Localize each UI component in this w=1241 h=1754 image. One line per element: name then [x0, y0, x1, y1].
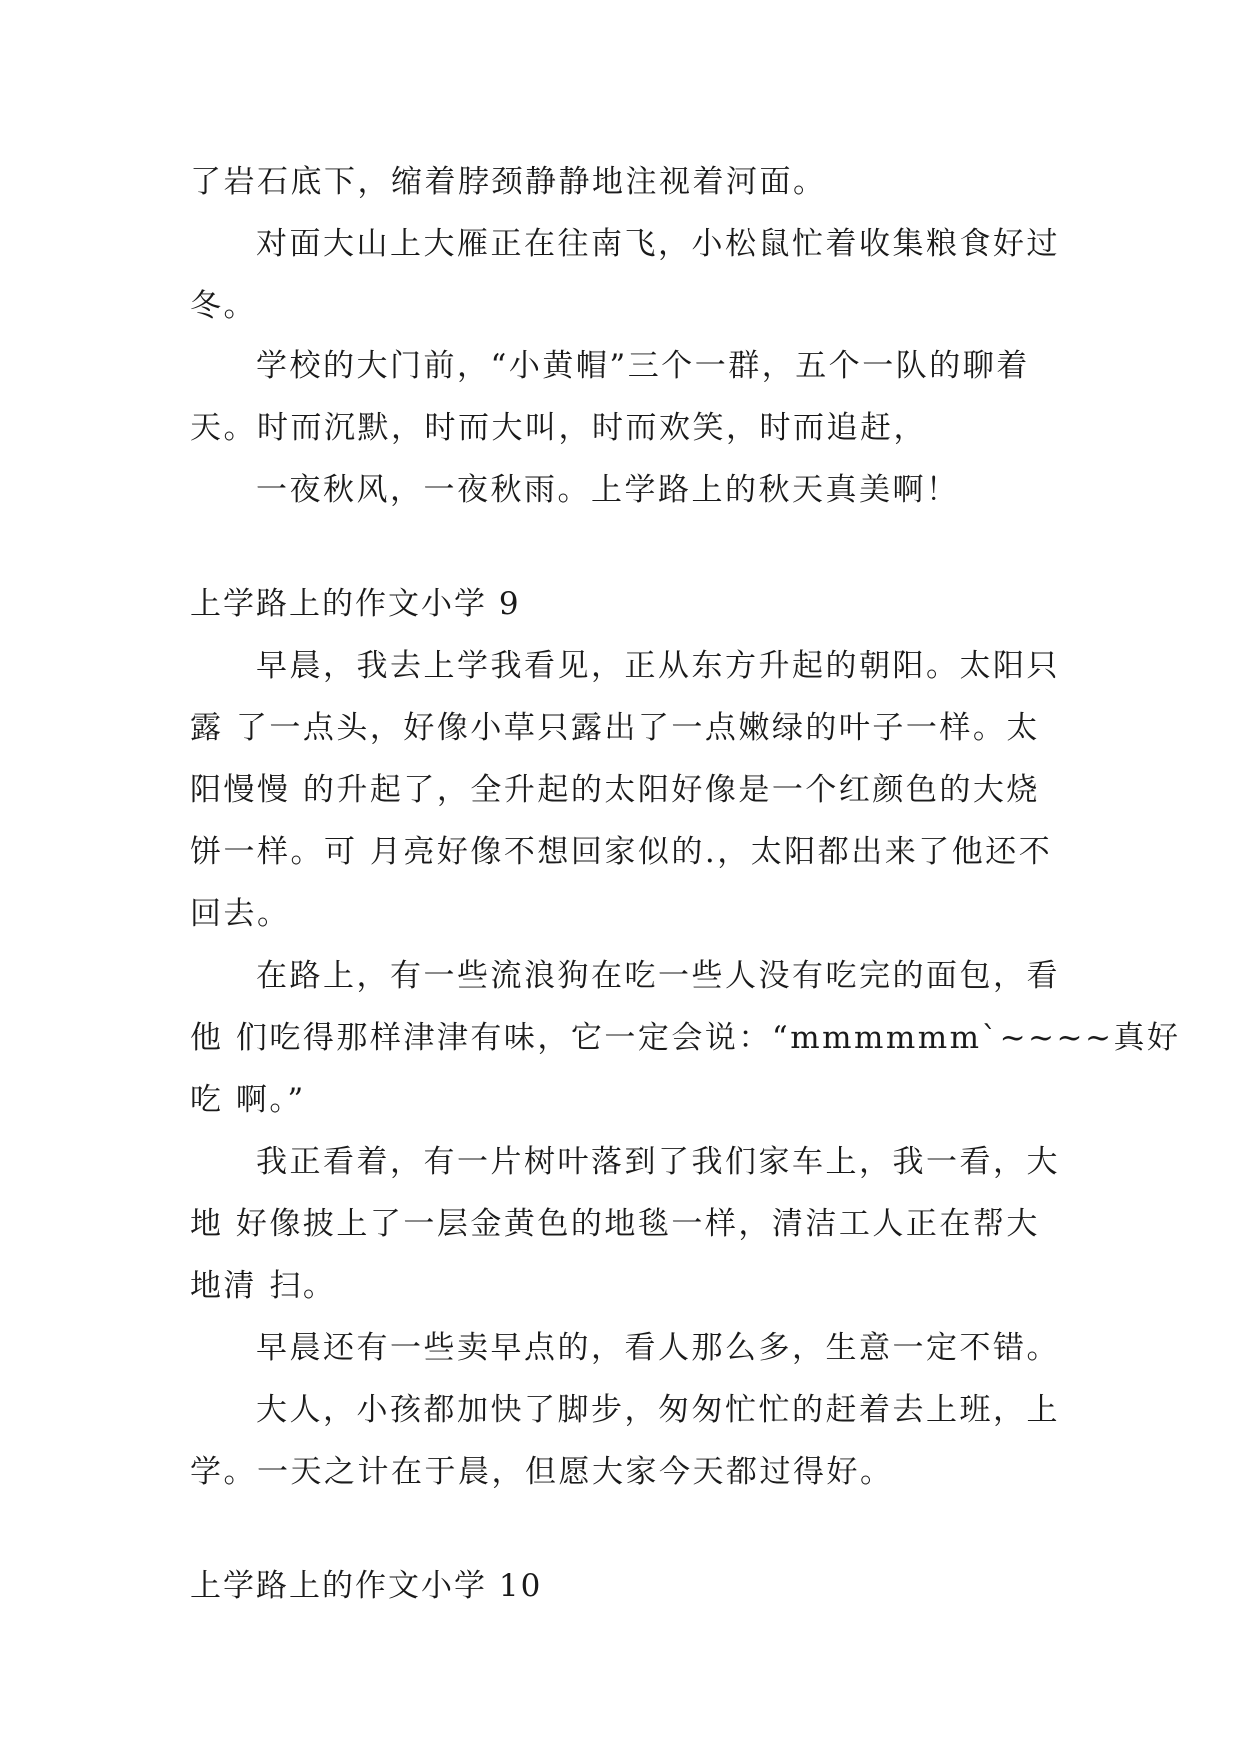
paragraph-line: 早晨还有一些卖早点的，看人那么多，生意一定不错。 [256, 1330, 1060, 1366]
paragraph-line: 对面大山上大雁正在往南飞，小松鼠忙着收集粮食好过 [256, 226, 1060, 262]
paragraph-line: 一夜秋风，一夜秋雨。上学路上的秋天真美啊！ [256, 472, 960, 508]
paragraph-line: 了岩石底下，缩着脖颈静静地注视着河面。 [190, 164, 827, 200]
paragraph-line: 吃 啊。” [190, 1082, 306, 1118]
paragraph-line: 早晨，我去上学我看见，正从东方升起的朝阳。太阳只 [256, 648, 1060, 684]
paragraph-line: 阳慢慢 的升起了，全升起的太阳好像是一个红颜色的大烧 [190, 772, 1040, 808]
paragraph-line: 在路上，有一些流浪狗在吃一些人没有吃完的面包，看 [256, 958, 1060, 994]
paragraph-line: 天。时而沉默，时而大叫，时而欢笑，时而追赶， [190, 410, 927, 446]
paragraph-line: 大人，小孩都加快了脚步，匆匆忙忙的赶着去上班，上 [256, 1392, 1060, 1428]
section-heading: 上学路上的作文小学 9 [190, 586, 521, 622]
paragraph-line: 冬。 [190, 288, 257, 324]
section-heading: 上学路上的作文小学 10 [190, 1568, 543, 1604]
paragraph-line: 我正看着，有一片树叶落到了我们家车上，我一看，大 [256, 1144, 1060, 1180]
paragraph-line: 学。一天之计在于晨，但愿大家今天都过得好。 [190, 1454, 894, 1490]
paragraph-line: 他 们吃得那样津津有味，它一定会说：“mmmmmm`~~~~真好 [190, 1020, 1181, 1056]
paragraph-line: 饼一样。可 月亮好像不想回家似的.，太阳都出来了他还不 [190, 834, 1053, 870]
paragraph-line: 露 了一点头，好像小草只露出了一点嫩绿的叶子一样。太 [190, 710, 1040, 746]
paragraph-line: 学校的大门前，“小黄帽”三个一群，五个一队的聊着 [256, 348, 1030, 384]
paragraph-line: 地 好像披上了一层金黄色的地毯一样，清洁工人正在帮大 [190, 1206, 1040, 1242]
paragraph-line: 地清 扫。 [190, 1268, 337, 1304]
paragraph-line: 回去。 [190, 896, 291, 932]
